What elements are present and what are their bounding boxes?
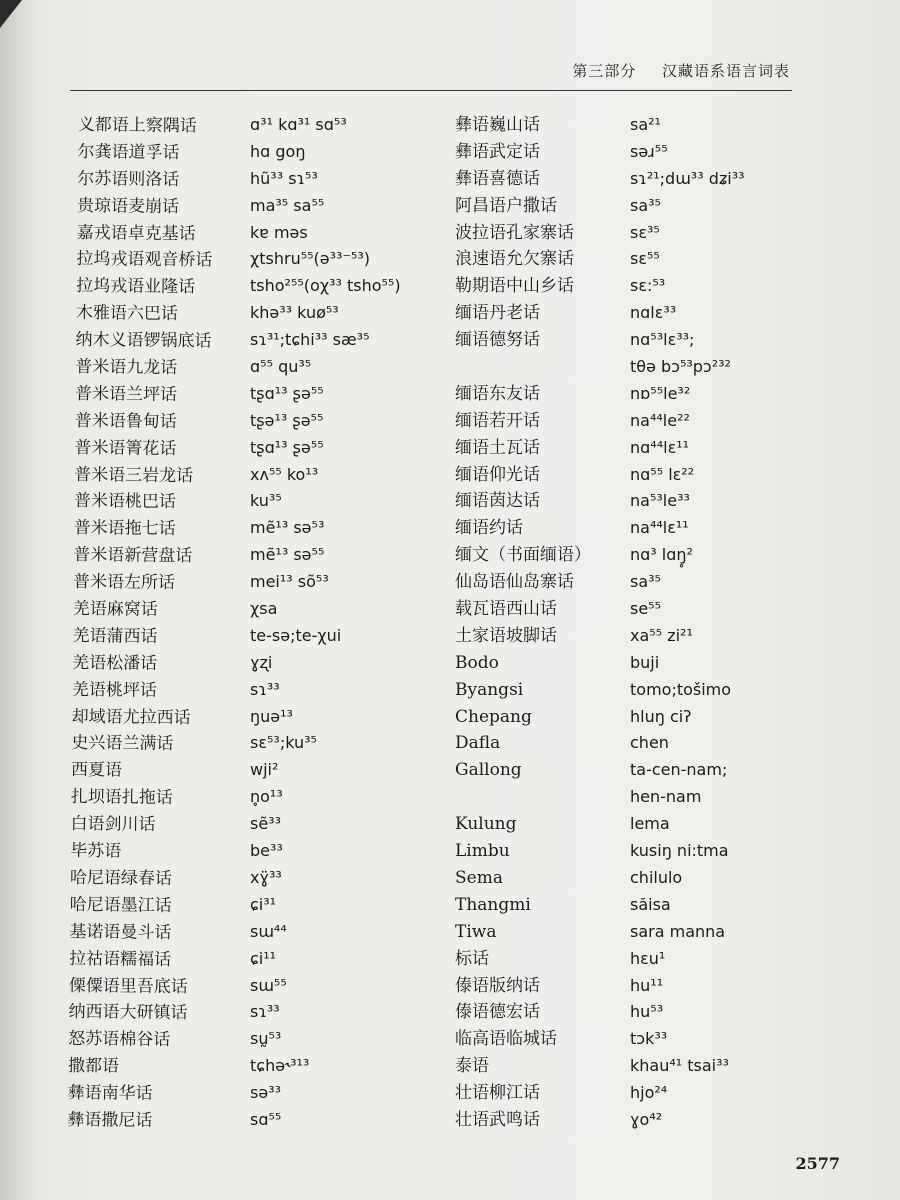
word-form: sɛ:⁵³	[630, 276, 666, 296]
word-form: mẽ¹³ sə⁵⁵	[250, 545, 325, 565]
language-name: 嘉戎语卓克基话	[76, 222, 196, 244]
language-name: 泰语	[455, 1056, 489, 1077]
word-form: hen-nam	[630, 787, 702, 807]
word-form: khau⁴¹ tsai³³	[630, 1056, 729, 1076]
language-name: 载瓦语西山话	[455, 599, 557, 620]
language-name: 基诺语曼斗话	[69, 921, 172, 943]
language-name: 缅语东友话	[455, 383, 540, 404]
word-form: sɿ³³	[250, 1002, 280, 1022]
word-form: səɹ⁵⁵	[630, 141, 668, 161]
word-form: hɑ goŋ	[250, 141, 306, 161]
word-form: ɣo⁴²	[630, 1109, 663, 1129]
left-language-column	[67, 112, 214, 1135]
language-name: 拉祜语糯福话	[69, 948, 172, 970]
right-language-column	[455, 112, 591, 1134]
language-name: 却域语尤拉西话	[71, 706, 191, 728]
language-name: Sema	[455, 867, 503, 888]
word-form: sə³³	[250, 1083, 282, 1103]
language-name: 标话	[455, 948, 489, 969]
language-name: 普米语桃巴话	[73, 491, 177, 513]
word-form: tɔk³³	[630, 1029, 668, 1049]
word-form: be³³	[250, 841, 283, 861]
language-name: 纳西语大研镇话	[68, 1002, 188, 1024]
word-form: na⁵³le³³	[630, 491, 690, 511]
word-form: ɣʐi	[250, 652, 273, 672]
language-name: Limbu	[455, 841, 510, 862]
language-name: 怒苏语棉谷话	[68, 1029, 171, 1051]
page-number: 2577	[795, 1154, 840, 1173]
language-name: Tiwa	[455, 921, 497, 942]
language-name: 缅文（书面缅语）	[455, 545, 591, 566]
language-name: 普米语鲁甸话	[74, 410, 177, 432]
word-form: chen	[630, 733, 669, 753]
right-form-column	[630, 112, 745, 1134]
language-name: 波拉语孔家寨话	[455, 222, 574, 243]
language-name: 尔龚语道孚话	[77, 141, 180, 163]
language-name: 贵琼语麦崩话	[76, 195, 180, 217]
word-form: tɕhə˞³¹³	[250, 1056, 310, 1076]
language-name: 阿昌语户撒话	[455, 195, 557, 216]
running-header	[572, 60, 790, 81]
language-name: 羌语麻窝话	[72, 599, 158, 620]
word-form: sa³⁵	[630, 195, 661, 215]
language-name: 彝语巍山话	[455, 115, 540, 135]
language-name: 白语剑川话	[70, 814, 156, 836]
language-name: 傈僳语里吾底话	[68, 975, 188, 997]
language-name: Bodo	[455, 652, 499, 673]
word-form: hu⁵³	[630, 1002, 664, 1022]
word-form: hluŋ ciʔ	[630, 706, 692, 726]
word-form: ɕi¹¹	[250, 948, 277, 968]
language-name: 普米语九龙话	[75, 357, 178, 379]
language-name: 傣语版纳话	[455, 975, 540, 996]
language-name: 史兴语兰满话	[71, 733, 174, 755]
word-form: xa⁵⁵ zi²¹	[630, 625, 693, 645]
language-name	[455, 354, 591, 381]
word-form: ɕi³¹	[250, 894, 277, 914]
word-form: nɑ³ lɑŋ̥²	[630, 545, 693, 565]
language-name: 彝语武定话	[455, 141, 540, 162]
word-form: ma³⁵ sa⁵⁵	[250, 195, 325, 215]
language-name: Chepang	[455, 706, 532, 727]
language-name: 普米语新营盘话	[73, 545, 193, 567]
word-form: săisa	[630, 894, 671, 914]
word-form: sɛ⁵⁵	[630, 249, 660, 269]
word-form: nɑlɛ³³	[630, 303, 677, 323]
word-form: tʂɑ¹³ ʂə⁵⁵	[250, 437, 324, 457]
word-form: buji	[630, 652, 660, 672]
word-form: sa²¹	[630, 115, 661, 134]
word-form: nɑ⁴⁴lɛ¹¹	[630, 437, 690, 457]
word-form: sɿ³¹;tɕhi³³ sæ³⁵	[250, 330, 370, 350]
language-name: 拉坞戎语业隆话	[76, 276, 196, 298]
word-form: ɑ³¹ kɑ³¹ sɑ⁵³	[250, 115, 347, 134]
word-form: sɛ⁵³;ku³⁵	[250, 733, 317, 753]
language-name: 普米语箐花话	[74, 437, 177, 459]
word-form: chilulo	[630, 867, 683, 887]
language-name: Byangsi	[455, 679, 524, 700]
word-form: nɑ⁵⁵ lɛ²²	[630, 464, 695, 484]
word-form: ku³⁵	[250, 491, 282, 511]
word-form: te-sə;te-χui	[250, 625, 342, 645]
header-section: 第三部分	[572, 62, 637, 80]
word-form: na⁴⁴lɛ¹¹	[630, 518, 689, 538]
language-name: 临高语临城话	[455, 1029, 557, 1050]
language-name: 壮语武鸣话	[455, 1109, 540, 1130]
language-name: 西夏语	[71, 760, 123, 781]
language-name: 浪速语允欠寨话	[455, 249, 574, 270]
word-form: mẽ¹³ sə⁵³	[250, 518, 325, 538]
word-form: hu¹¹	[630, 975, 664, 995]
word-form: χsa	[250, 599, 278, 619]
language-name: 毕苏语	[70, 841, 122, 862]
language-name: 土家语坡脚话	[455, 625, 557, 646]
word-form: sɯ⁴⁴	[250, 921, 287, 941]
word-form: χtshru⁵⁵(ə³³⁻⁵³)	[250, 249, 370, 269]
word-form: lema	[630, 814, 670, 834]
header-title: 汉藏语系语言词表	[661, 62, 790, 80]
language-name: 扎坝语扎拖话	[70, 787, 173, 809]
language-name: 缅语丹老话	[455, 303, 540, 324]
word-form: xʌ⁵⁵ ko¹³	[250, 464, 319, 484]
word-form: hjo²⁴	[630, 1083, 668, 1103]
word-form: sẽ³³	[250, 814, 282, 834]
word-form: kusiŋ ni:tma	[630, 841, 729, 861]
word-form: hɛu¹	[630, 948, 666, 968]
word-form: sa³⁵	[630, 572, 661, 592]
word-form: na⁴⁴le²²	[630, 410, 690, 430]
word-form: nɒ⁵⁵le³²	[630, 383, 691, 403]
language-name: 缅语约话	[455, 518, 523, 539]
word-form: sɛ³⁵	[630, 222, 660, 242]
language-name: Kulung	[455, 814, 517, 835]
language-name: 纳木义语锣锅底话	[75, 330, 212, 352]
language-name: 普米语三岩龙话	[74, 464, 194, 486]
word-form: sɿ³³	[250, 679, 280, 699]
language-name: 哈尼语墨江话	[69, 894, 172, 916]
language-name: 缅语土瓦话	[455, 437, 540, 458]
word-form: wji²	[250, 760, 279, 780]
language-name: 拉坞戎语观音桥话	[76, 249, 213, 271]
word-form: kɐ məs	[250, 222, 308, 242]
language-name	[455, 784, 591, 811]
language-name: 彝语南华话	[67, 1083, 153, 1104]
word-form: ɑ⁵⁵ qu³⁵	[250, 357, 312, 377]
word-form: n̥o¹³	[250, 787, 283, 807]
language-name: 普米语兰坪话	[74, 383, 178, 405]
word-form: tsho²⁵⁵(oχ³³ tsho⁵⁵)	[250, 276, 401, 296]
language-name: 羌语蒲西话	[72, 625, 158, 647]
language-name: 羌语松潘话	[72, 652, 158, 674]
word-form: sɿ²¹;dɯ³³ dʑi³³	[630, 168, 745, 188]
language-name: Dafla	[455, 733, 501, 754]
word-form: tθə bɔ⁵³pɔ²³²	[630, 357, 731, 377]
header-rule	[70, 90, 792, 91]
page-corner-shadow	[0, 0, 22, 28]
language-name: 撒都语	[67, 1056, 120, 1077]
word-form: sṵ⁵³	[250, 1029, 282, 1049]
word-form: se⁵⁵	[630, 599, 662, 619]
language-name: 壮语柳江话	[455, 1083, 540, 1104]
language-name: 普米语拖七话	[73, 518, 176, 540]
word-form: ŋuə¹³	[250, 706, 293, 726]
language-name: 彝语喜德话	[455, 168, 540, 189]
word-form: sɯ⁵⁵	[250, 975, 287, 995]
language-name: 仙岛语仙岛寨话	[455, 572, 574, 593]
word-form: hũ³³ sɿ⁵³	[250, 168, 318, 188]
language-name: Thangmi	[455, 894, 531, 915]
language-name: 木雅语六巴话	[75, 303, 178, 325]
word-form: sɑ⁵⁵	[250, 1109, 282, 1129]
word-form: sara manna	[630, 921, 726, 941]
language-name: 哈尼语绿春话	[69, 867, 173, 889]
language-name: 缅语若开话	[455, 410, 540, 431]
language-name: Gallong	[455, 760, 522, 781]
word-form: tomo;tošimo	[630, 679, 732, 699]
word-form: khə³³ kuø⁵³	[250, 303, 339, 323]
word-form: tʂɑ¹³ ʂə⁵⁵	[250, 383, 324, 403]
language-name: 傣语德宏话	[455, 1002, 540, 1023]
language-name: 勒期语中山乡话	[455, 276, 574, 297]
word-form: xɣ̈³³	[250, 867, 282, 887]
language-name: 缅语茵达话	[455, 491, 540, 512]
language-name: 尔苏语则洛话	[77, 168, 180, 190]
word-form: mei¹³ sõ⁵³	[250, 572, 329, 592]
left-form-column	[250, 112, 401, 1134]
language-name: 普米语左所话	[72, 572, 176, 594]
language-name: 缅语仰光话	[455, 464, 540, 485]
language-name: 羌语桃坪话	[71, 679, 158, 701]
language-name: 义都语上察隅话	[77, 114, 197, 137]
language-name: 缅语德努话	[455, 330, 540, 351]
word-form: nɑ⁵³lɛ³³;	[630, 330, 695, 350]
word-form: tʂə¹³ ʂə⁵⁵	[250, 410, 324, 430]
language-name: 彝语撒尼话	[67, 1109, 153, 1131]
word-form: ta-cen-nam;	[630, 760, 728, 780]
